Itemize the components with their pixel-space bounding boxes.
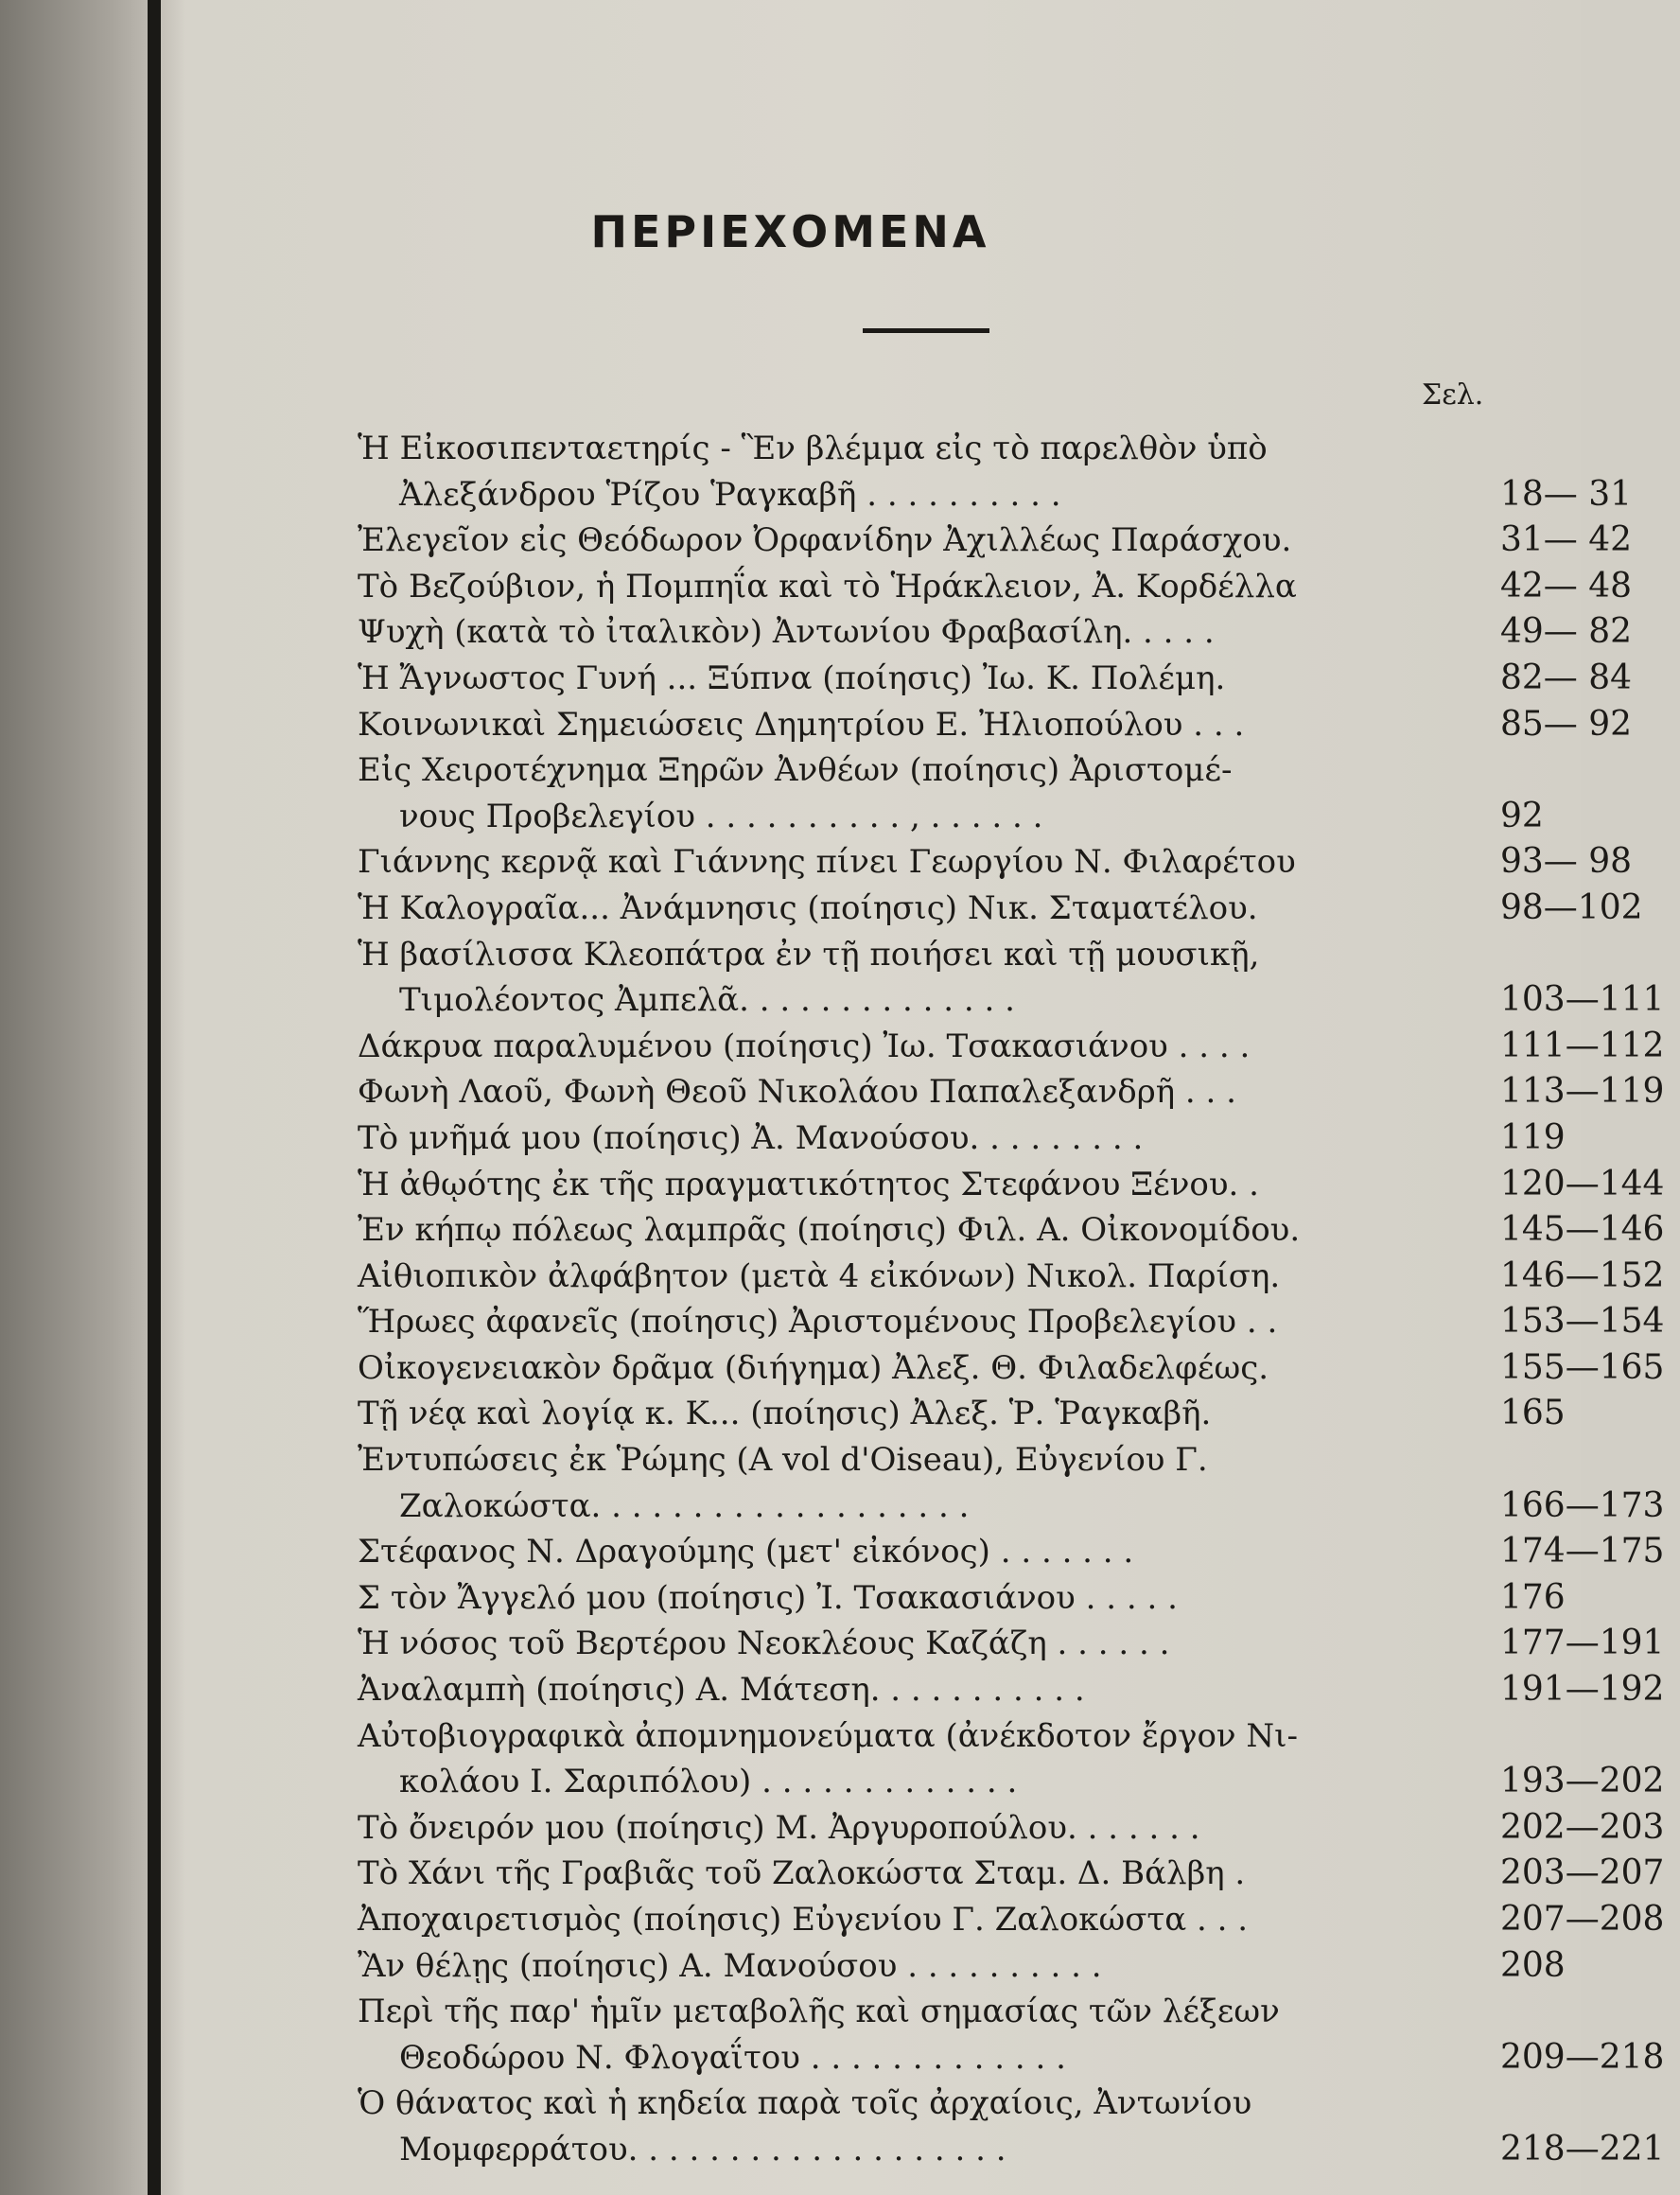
toc-entry-text-line: Τὸ ὄνειρόν μου (ποίησις) Μ. Ἀργυροπούλου. . . . . . . (358, 1808, 1200, 1847)
toc-entry-text-line: Θεοδώρου Ν. Φλογαΐτου . . . . . . . . . . . . . (399, 2038, 1066, 2077)
toc-entry (358, 1805, 1665, 1852)
title-divider (863, 328, 989, 333)
toc-entry-text-line: Φωνὴ Λαοῦ, Φωνὴ Θεοῦ Νικολάου Παπαλεξανδρῆ . . . (358, 1073, 1236, 1112)
toc-entry-pages: 203—207 (1500, 1853, 1665, 1893)
toc-entry-pages: 82— 84 (1500, 658, 1633, 697)
toc-entry-text-line: Ἀποχαιρετισμὸς (ποίησις) Εὐγενίου Γ. Ζαλοκώστα . . . (358, 1901, 1249, 1939)
toc-entry-pages: 85— 92 (1500, 704, 1633, 744)
toc-entry-pages: 202—203 (1500, 1807, 1665, 1847)
toc-entry-pages: 18— 31 (1500, 474, 1633, 514)
toc-entry (358, 609, 1633, 656)
toc-entry (358, 1024, 1665, 1070)
toc-entry-pages: 42— 48 (1500, 566, 1633, 606)
binding-edge-line (148, 0, 161, 2195)
toc-entry-pages: 155—165 (1500, 1347, 1665, 1387)
toc-entry-pages: 145—146 (1500, 1210, 1665, 1250)
toc-entry-text-line: Ἡ Εἰκοσιπενταετηρίς - Ἓν βλέμμα εἰς τὸ παρελθὸν ὑπὸ (358, 430, 1268, 467)
toc-entry-pages: 49— 82 (1500, 612, 1633, 652)
toc-entry (358, 1575, 1566, 1622)
toc-entry (358, 747, 1544, 839)
toc-entry-pages: 113—119 (1500, 1072, 1665, 1112)
toc-entry (358, 1897, 1665, 1943)
toc-entry (358, 1943, 1566, 1990)
toc-entry-pages: 218—221 (1500, 2129, 1665, 2169)
toc-entry-text-line: Ἀναλαμπὴ (ποίησις) Α. Μάτεση. . . . . . . . . . . (358, 1671, 1085, 1710)
toc-entry-pages: 174—175 (1500, 1532, 1665, 1572)
toc-entry-text-line: Ψυχὴ (κατὰ τὸ ἰταλικὸν) Ἀντωνίου Φραβασίλη. . . . . (358, 613, 1215, 652)
toc-entry-text-line: Ὁ θάνατος καὶ ἡ κηδεία παρὰ τοῖς ἀρχαίοις, Ἀντωνίου (358, 2084, 1252, 2123)
toc-entry-text-line: Εἰς Χειροτέχνημα Ξηρῶν Ἀνθέων (ποίησις) Ἀριστομέ- (358, 751, 1233, 790)
toc-entry (358, 564, 1633, 610)
toc-entry-text-line: Γιάννης κερνᾷ καὶ Γιάννης πίνει Γεωργίου Ν. Φιλαρέτου (358, 843, 1296, 882)
toc-entry-pages: 153—154 (1500, 1302, 1665, 1342)
toc-entry-text-line: Ζαλοκώστα. . . . . . . . . . . . . . . . . . . (399, 1486, 970, 1525)
toc-entry (358, 1391, 1566, 1437)
toc-entry-pages: 209—218 (1500, 2037, 1665, 2077)
toc-entry-text-line: Ἀλεξάνδρου Ῥίζου Ῥαγκαβῆ . . . . . . . . . . (399, 475, 1061, 514)
toc-entry-pages: 166—173 (1500, 1485, 1665, 1525)
toc-entry-pages: 191—192 (1500, 1670, 1665, 1710)
toc-entry-text-line: Ἐντυπώσεις ἐκ Ῥώμης (A vol d'Oiseau), Εὐγενίου Γ. (358, 1441, 1208, 1480)
toc-entry-text-line: Περὶ τῆς παρ' ἡμῖν μεταβολῆς καὶ σημασίας τῶν λέξεων (358, 1993, 1280, 2031)
page-title: ΠΕΡΙΕΧΟΜΕΝΑ (590, 206, 990, 257)
toc-entry-text-line: Ἂν θέλῃς (ποίησις) Α. Μανούσου . . . . . . . . . . (358, 1946, 1102, 1985)
toc-entry (358, 1989, 1665, 2081)
toc-entry (358, 702, 1633, 748)
toc-entry-text-line: Ἐν κήπῳ πόλεως λαμπρᾶς (ποίησις) Φιλ. Α. Οἰκονομίδου. (358, 1211, 1301, 1250)
toc-entry-pages: 177—191 (1500, 1624, 1665, 1663)
toc-entry (358, 886, 1643, 932)
toc-entry-pages: 176 (1500, 1577, 1566, 1617)
toc-entry-text-line: Σ τὸν Ἄγγελό μου (ποίησις) Ἰ. Τσακασιάνου . . . . . (358, 1578, 1178, 1617)
toc-entry-text-line: Τὸ Χάνι τῆς Γραβιᾶς τοῦ Ζαλοκώστα Σταμ. Δ. Βάλβη . (358, 1854, 1246, 1893)
toc-entry-text-line: κολάου Ι. Σαριπόλου) . . . . . . . . . . . . . (399, 1763, 1018, 1801)
toc-entry (358, 1529, 1665, 1575)
toc-entry-text-line: Ἥρωες ἀφανεῖς (ποίησις) Ἀριστομένους Προβελεγίου . . (358, 1303, 1278, 1342)
toc-entry-text-line: Ἡ βασίλισσα Κλεοπάτρα ἐν τῇ ποιήσει καὶ τῇ μουσικῇ, (358, 935, 1260, 974)
toc-entry-pages: 93— 98 (1500, 842, 1633, 882)
toc-entry-text-line: Τὸ μνῆμά μου (ποίησις) Ἀ. Μανούσου. . . . . . . . . (358, 1118, 1144, 1157)
toc-entry-text-line: Ἡ ἀθῳότης ἐκ τῆς πραγματικότητος Στεφάνου Ξένου. . (358, 1165, 1259, 1203)
toc-entry (358, 1207, 1665, 1254)
toc-entry-text-line: Τὸ Βεζούβιον, ἡ Πομπηΐα καὶ τὸ Ἡράκλειον, Ἀ. Κορδέλλα (358, 567, 1297, 606)
toc-entry-pages: 208 (1500, 1945, 1566, 1985)
toc-entry (358, 656, 1633, 702)
toc-entry-text-line: Κοινωνικαὶ Σημειώσεις Δημητρίου Ε. Ἠλιοπούλου . . . (358, 705, 1245, 744)
toc-entry-pages: 31— 42 (1500, 520, 1633, 560)
toc-entry-text-line: Τῇ νέᾳ καὶ λογίᾳ κ. Κ... (ποίησις) Ἀλεξ. Ῥ. Ῥαγκαβῆ. (358, 1395, 1212, 1433)
toc-entry (358, 1345, 1665, 1392)
toc-entry-pages: 103—111 (1500, 980, 1665, 1020)
toc-entry (358, 1713, 1665, 1805)
toc-entry-pages: 165 (1500, 1394, 1566, 1433)
toc-entry-pages: 92 (1500, 796, 1544, 835)
toc-entry (358, 426, 1633, 518)
toc-entry-pages: 120—144 (1500, 1164, 1665, 1203)
toc-entry-text-line: Οἰκογενειακὸν δρᾶμα (διήγημα) Ἀλεξ. Θ. Φιλαδελφέως. (358, 1348, 1269, 1387)
toc-entry-text-line: Αὐτοβιογραφικὰ ἀπομνημονεύματα (ἀνέκδοτον ἔργον Νι- (358, 1716, 1298, 1755)
toc-entry-text-line: Δάκρυα παραλυμένου (ποίησις) Ἰω. Τσακασιάνου . . . . (358, 1027, 1251, 1065)
toc-entry-text-line: νους Προβελεγίου . . . . . . . . . . , . . . . . . (399, 797, 1043, 835)
toc-entry (358, 2081, 1665, 2172)
table-of-contents (358, 426, 1665, 2173)
toc-entry (358, 1851, 1665, 1897)
toc-entry-text-line: Αἰθιοπικὸν ἀλφάβητον (μετὰ 4 εἰκόνων) Νικολ. Παρίση. (358, 1256, 1281, 1295)
toc-entry (358, 518, 1633, 564)
toc-entry-pages: 193—202 (1500, 1762, 1665, 1801)
toc-entry (358, 1115, 1566, 1162)
toc-entry-text-line: Ἡ νόσος τοῦ Βερτέρου Νεοκλέους Καζάζη . . . . . . (358, 1624, 1170, 1663)
toc-entry-text-line: Μομφερράτου. . . . . . . . . . . . . . . . . . . (399, 2130, 1006, 2169)
toc-entry-pages: 146—152 (1500, 1256, 1665, 1295)
toc-entry (358, 1162, 1665, 1208)
toc-entry-text-line: Ἡ Καλογραῖα... Ἀνάμνησις (ποίησις) Νικ. Σταματέλου. (358, 888, 1258, 927)
toc-entry-text-line: Τιμολέοντος Ἀμπελᾶ. . . . . . . . . . . . . . (399, 981, 1015, 1020)
toc-entry-pages: 98—102 (1500, 887, 1643, 927)
page-column-label: Σελ. (1422, 378, 1484, 412)
toc-entry (358, 839, 1633, 886)
toc-entry-pages: 207—208 (1500, 1900, 1665, 1939)
toc-entry-text-line: Στέφανος Ν. Δραγούμης (μετ' εἰκόνος) . . . . . . . (358, 1533, 1134, 1572)
toc-entry-text-line: Ἐλεγεῖον εἰς Θεόδωρον Ὀρφανίδην Ἀχιλλέως Παράσχου. (358, 521, 1292, 560)
toc-entry-text-line: Ἡ Ἄγνωστος Γυνή ... Ξύπνα (ποίησις) Ἰω. Κ. Πολέμη. (358, 658, 1226, 697)
toc-entry (358, 932, 1665, 1024)
toc-entry (358, 1299, 1665, 1345)
toc-entry-pages: 119 (1500, 1117, 1566, 1157)
toc-entry-pages: 111—112 (1500, 1026, 1665, 1065)
toc-entry (358, 1667, 1665, 1713)
toc-entry (358, 1437, 1665, 1529)
toc-entry (358, 1069, 1665, 1115)
toc-entry (358, 1254, 1665, 1300)
toc-entry (358, 1621, 1665, 1667)
